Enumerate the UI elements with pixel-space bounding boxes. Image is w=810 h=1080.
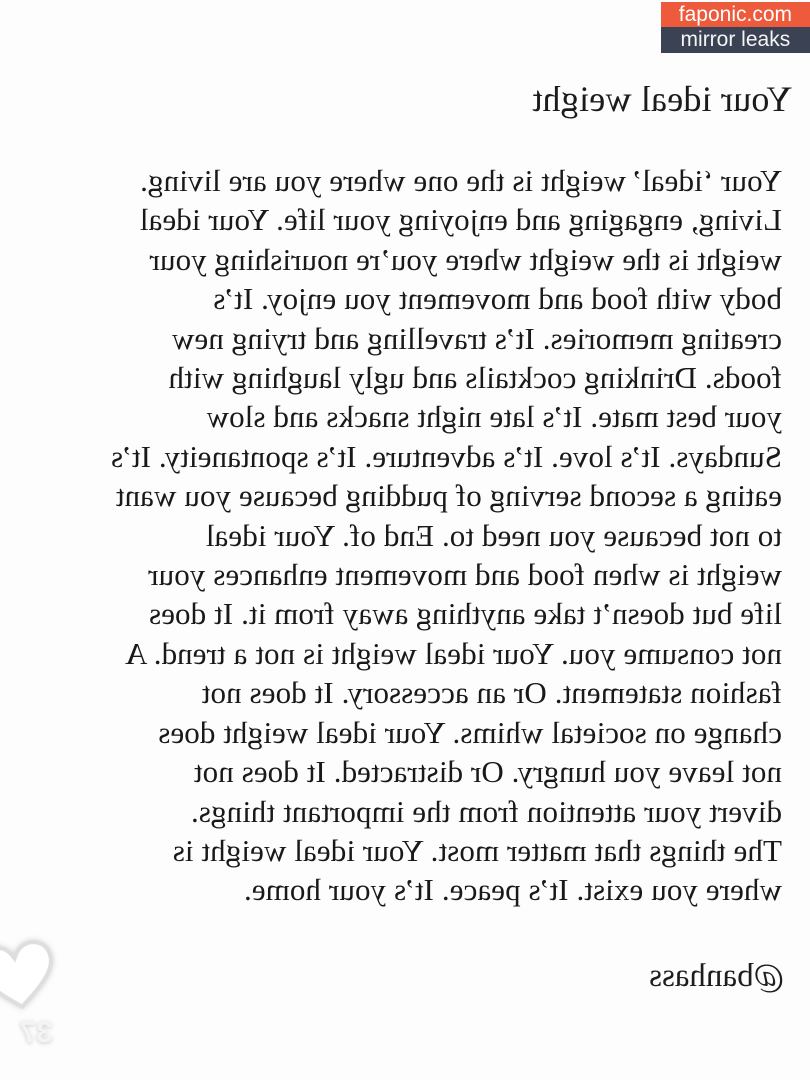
post-body-line: weight is the weight where you’re nourishing your xyxy=(149,241,782,277)
post-body-line: fashion statement. Or an accessory. It does not xyxy=(201,675,782,711)
post-body-line: not consume you. Your ideal weight is not a trend. A xyxy=(124,635,782,671)
post-body-line: life but doesn’t take anything away from it. It does xyxy=(148,596,782,632)
post-body-line: The things that matter most. Your ideal weight is xyxy=(172,832,782,868)
post-body-line: body with food and movement you enjoy. It’s xyxy=(213,281,782,317)
post-body-line: not leave you hungry. Or distracted. It does not xyxy=(193,754,782,790)
watermark-banner xyxy=(661,2,810,53)
watermark-label: mirror leaks xyxy=(661,27,810,53)
post-body-line: weight is when food and movement enhances your xyxy=(148,557,782,593)
watermark-site: faponic.com xyxy=(661,2,810,27)
post-body-line: divert your attention from the important things. xyxy=(190,793,782,829)
post-title: Your ideal weight xyxy=(532,79,792,119)
post-body-line: your best mate. It’s late night snacks and slow xyxy=(206,399,782,435)
post-body-line: eating a second serving of pudding because you want xyxy=(115,478,782,514)
like-count: 37 xyxy=(19,1016,53,1049)
author-handle: @banhass xyxy=(649,958,784,994)
post-body-line: Your ‘ideal’ weight is the one where you are living. xyxy=(140,163,782,198)
post-body-line: where you exist. It’s peace. It’s your home. xyxy=(243,872,782,908)
like-button[interactable] xyxy=(0,928,66,1020)
post-body-line: Sundays. It’s love. It’s adventure. It’s spontaneity. It’s xyxy=(110,438,782,474)
post-body xyxy=(22,161,782,910)
post-body-line: Living, engaging and enjoying your life. Your ideal xyxy=(139,202,782,238)
post-body-line: creating memories. It’s travelling and trying new xyxy=(171,320,782,356)
post-body-line: foods. Drinking cocktails and ugly laughing with xyxy=(168,360,782,396)
post-body-line: to not because you need to. End of. Your ideal xyxy=(205,517,782,553)
post-body-line: change on societal whims. Your ideal weight does xyxy=(158,714,782,750)
